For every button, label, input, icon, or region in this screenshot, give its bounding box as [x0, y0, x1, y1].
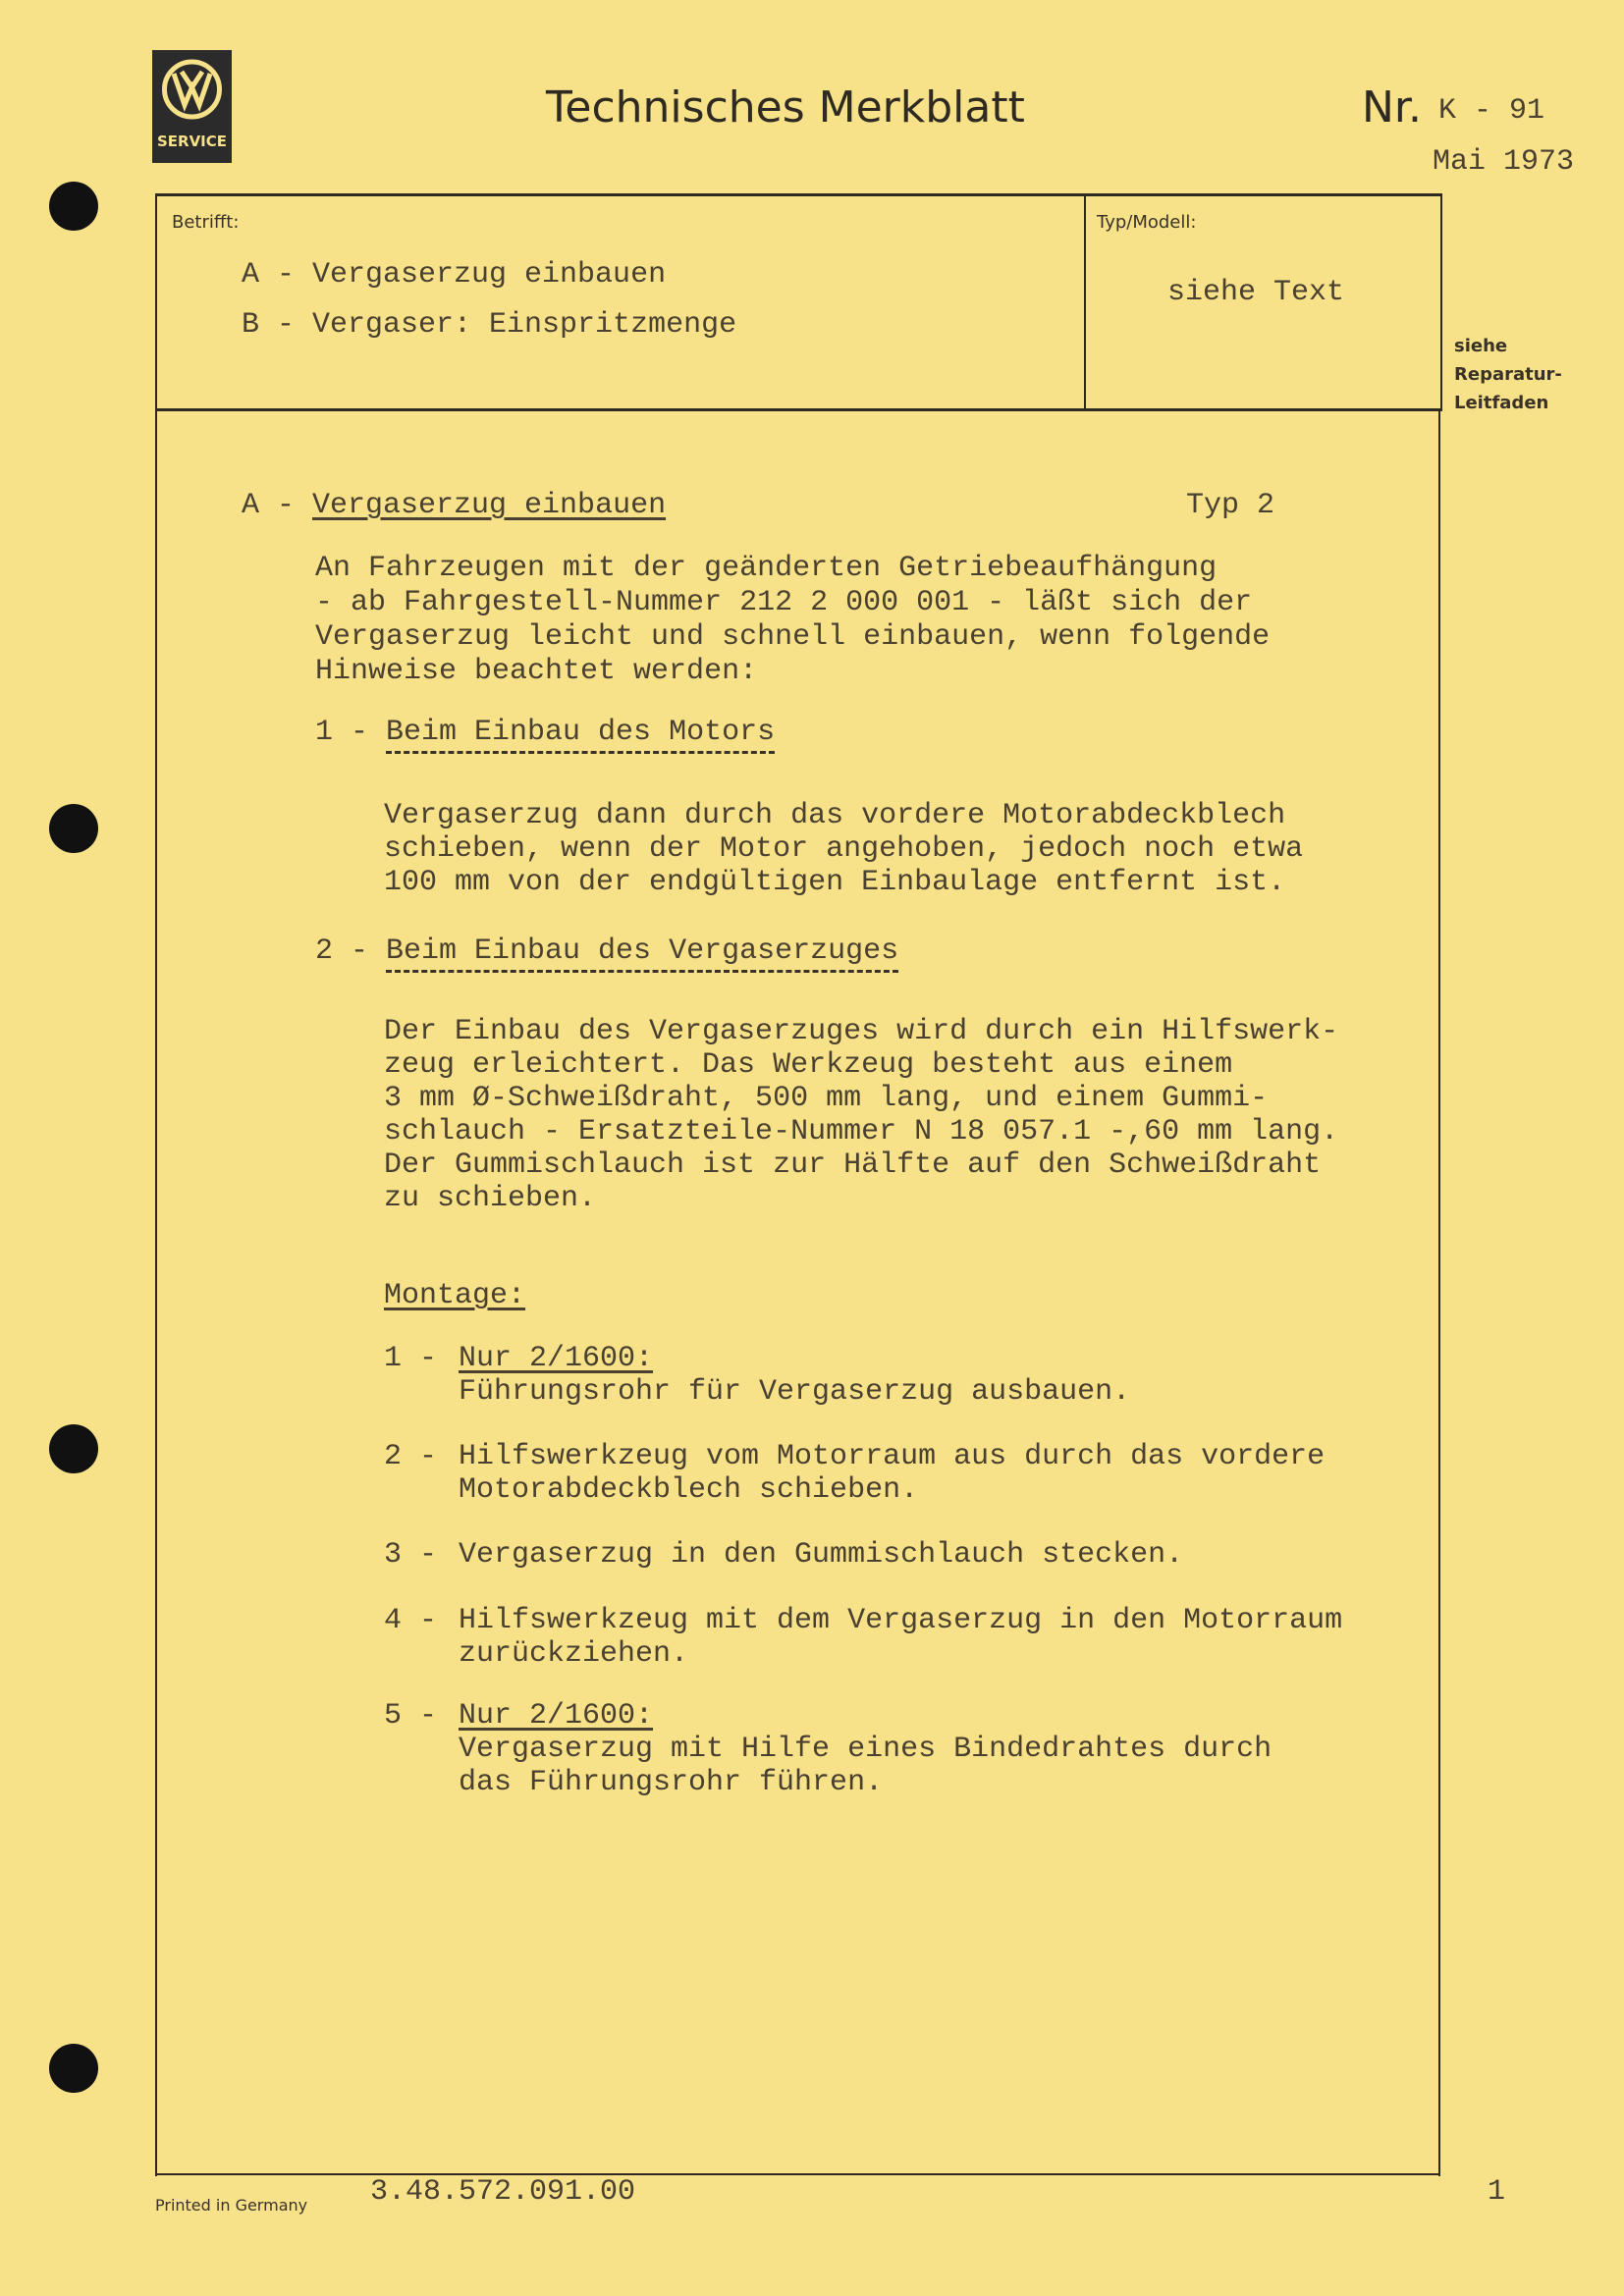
- montage-num: 5 -: [384, 1699, 438, 1733]
- punch-hole: [49, 2044, 98, 2093]
- step1-heading: [315, 716, 775, 749]
- step2-line: zu schieben.: [384, 1182, 597, 1215]
- intro-line: Vergaserzug leicht und schnell einbauen, wenn folgende: [315, 620, 1271, 654]
- step-title: Beim Einbau des Vergaserzuges: [386, 934, 898, 973]
- step-title: Beim Einbau des Motors: [386, 716, 775, 754]
- step2-line: schlauch - Ersatzteile-Nummer N 18 057.1 -,60 mm lang.: [384, 1115, 1339, 1148]
- subject-item: B - Vergaser: Einspritzmenge: [242, 308, 737, 342]
- side-note-line: Reparatur-: [1454, 364, 1562, 385]
- montage-line: das Führungsrohr führen.: [459, 1766, 884, 1799]
- intro-line: Hinweise beachtet werden:: [315, 655, 758, 688]
- punch-hole: [49, 1424, 98, 1473]
- step1-line: Vergaserzug dann durch das vordere Motorabdeckblech: [384, 799, 1286, 832]
- side-note-line: siehe: [1454, 336, 1508, 356]
- intro-line: - ab Fahrgestell-Nummer 212 2 000 001 - läßt sich der: [315, 586, 1253, 619]
- frame-bottom-rule: [155, 2173, 1440, 2175]
- montage-line: Vergaserzug mit Hilfe eines Bindedrahtes durch: [459, 1733, 1272, 1766]
- betrifft-label: Betrifft:: [172, 212, 240, 233]
- nr-value: K - 91: [1438, 94, 1545, 128]
- box-top-rule: [155, 193, 1441, 196]
- step2-line: 3 mm Ø-Schweißdraht, 500 mm lang, und einem Gummi-: [384, 1082, 1269, 1115]
- step1-line: 100 mm von der endgültigen Einbaulage entfernt ist.: [384, 866, 1286, 899]
- punch-hole: [49, 182, 98, 231]
- box-divider: [1084, 193, 1086, 411]
- issue-date: Mai 1973: [1433, 145, 1575, 179]
- step2-heading: [315, 934, 898, 968]
- vw-service-logo: [152, 50, 232, 163]
- montage-line: Vergaserzug in den Gummischlauch stecken.: [459, 1538, 1184, 1572]
- side-note: [1454, 332, 1562, 417]
- punch-hole: [49, 804, 98, 853]
- subject-item: A - Vergaserzug einbauen: [242, 258, 667, 292]
- side-note-line: Leitfaden: [1454, 393, 1549, 413]
- intro-line: An Fahrzeugen mit der geänderten Getriebeaufhängung: [315, 552, 1218, 585]
- section-prefix: A -: [242, 489, 313, 522]
- montage-num: 3 -: [384, 1538, 438, 1572]
- box-bottom-rule: [155, 408, 1441, 411]
- typ-modell-value: siehe Text: [1167, 276, 1345, 309]
- montage-line: Führungsrohr für Vergaserzug ausbauen.: [459, 1375, 1131, 1409]
- step1-line: schieben, wenn der Motor angehoben, jedoch noch etwa: [384, 832, 1304, 866]
- montage-line: Motorabdeckblech schieben.: [459, 1473, 919, 1507]
- montage-heading: Montage:: [384, 1279, 526, 1312]
- montage-num: 2 -: [384, 1440, 438, 1473]
- typ-modell-label: Typ/Modell:: [1097, 212, 1197, 233]
- nr-label: Nr.: [1362, 82, 1422, 133]
- vw-emblem-icon: [152, 50, 232, 129]
- section-title: Vergaserzug einbauen: [312, 489, 667, 522]
- montage-num: 4 -: [384, 1604, 438, 1637]
- page-title: Technisches Merkblatt: [546, 82, 1025, 133]
- section-a-typ: Typ 2: [1186, 489, 1275, 522]
- doc-number: 3.48.572.091.00: [370, 2175, 636, 2209]
- step2-line: Der Gummischlauch ist zur Hälfte auf den Schweißdraht: [384, 1148, 1322, 1182]
- frame-right-rule: [1438, 410, 1440, 2176]
- step2-line: zeug erleichtert. Das Werkzeug besteht aus einem: [384, 1048, 1233, 1082]
- montage-line: zurückziehen.: [459, 1637, 689, 1671]
- montage-heading-note: Nur 2/1600:: [459, 1699, 654, 1733]
- montage-line: Hilfswerkzeug vom Motorraum aus durch das vordere: [459, 1440, 1326, 1473]
- printed-in-germany: Printed in Germany: [155, 2196, 308, 2215]
- montage-num: 1 -: [384, 1342, 438, 1375]
- section-a-heading: [242, 489, 666, 522]
- montage-line: Hilfswerkzeug mit dem Vergaserzug in den Motorraum: [459, 1604, 1343, 1637]
- step2-line: Der Einbau des Vergaserzuges wird durch ein Hilfswerk-: [384, 1015, 1339, 1048]
- box-right-rule: [1440, 193, 1442, 411]
- page-number: 1: [1488, 2175, 1506, 2209]
- montage-heading-note: Nur 2/1600:: [459, 1342, 654, 1375]
- step-prefix: 2 -: [315, 934, 387, 968]
- frame-left-rule: [155, 193, 157, 2176]
- logo-text: SERVICE: [156, 133, 228, 150]
- step-prefix: 1 -: [315, 716, 387, 749]
